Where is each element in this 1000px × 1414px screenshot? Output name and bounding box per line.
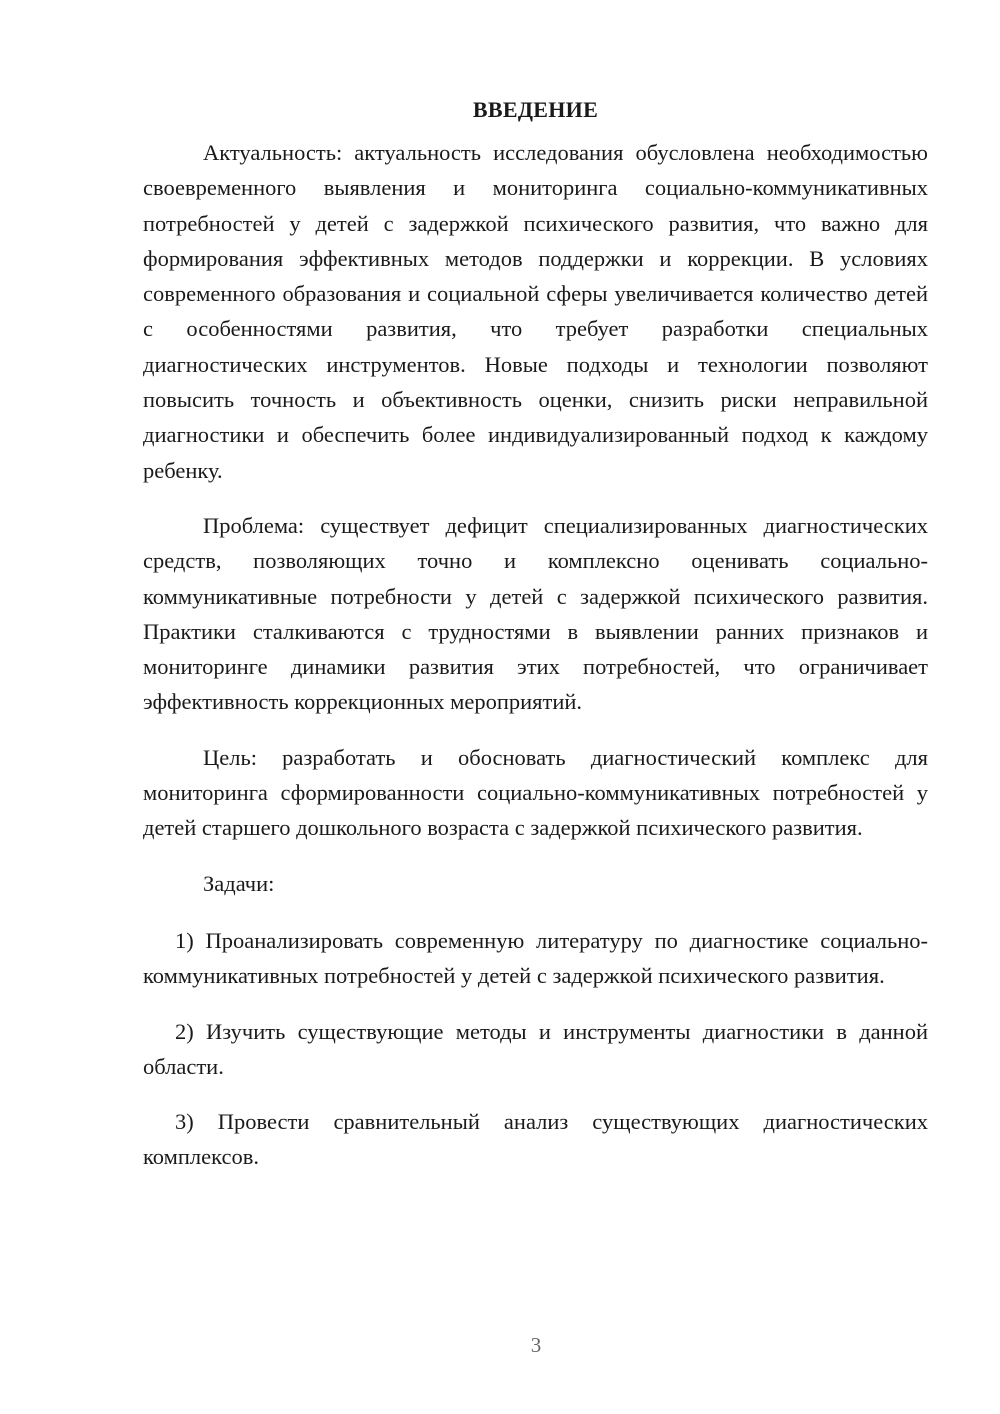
- document-page: [143, 95, 928, 1175]
- task-item-1: 1) Проанализировать современную литературу по диагностике социально-коммуникативных потребностей у детей с задержкой психического развития.: [143, 927, 928, 989]
- task-item-2: 2) Изучить существующие методы и инструменты диагностики в данной области.: [143, 1018, 928, 1079]
- tasks-heading: Задачи:: [203, 870, 275, 896]
- task-item-3: 3) Провести сравнительный анализ существующих диагностических комплексов.: [143, 1109, 928, 1170]
- paragraph-problem: Проблема: существует дефицит специализированных диагностических средств, позволяющих точно и комплексно оценивать социально-коммуникативные потребности у детей с задержкой психического развития. Практики сталкиваются с трудностями в выявлении ранних признаков и мониторинге динамики развития этих потребностей, что ограничивает эффективность коррекционных мероприятий.: [143, 512, 928, 715]
- page-number: 3: [530, 1333, 542, 1357]
- section-title: ВВЕДЕНИЕ: [472, 97, 599, 122]
- paragraph-relevance: Актуальность: актуальность исследования обусловлена необходимостью своевременного выявления и мониторинга социально-коммуникативных потребностей у детей с задержкой психического развития, что важно для формирования эффективных методов поддержки и коррекции. В условиях современного образования и социальной сферы увеличивается количество детей с особенностями развития, что требует разработки специальных диагностических инструментов. Новые подходы и технологии позволяют повысить точность и объективность оценки, снизить риски неправильной диагностики и обеспечить более индивидуализированный подход к каждому ребенку.: [143, 140, 928, 483]
- paragraph-goal: Цель: разработать и обосновать диагностический комплекс для мониторинга сформированности социально-коммуникативных потребностей у детей старшего дошкольного возраста с задержкой психического развития.: [143, 744, 928, 841]
